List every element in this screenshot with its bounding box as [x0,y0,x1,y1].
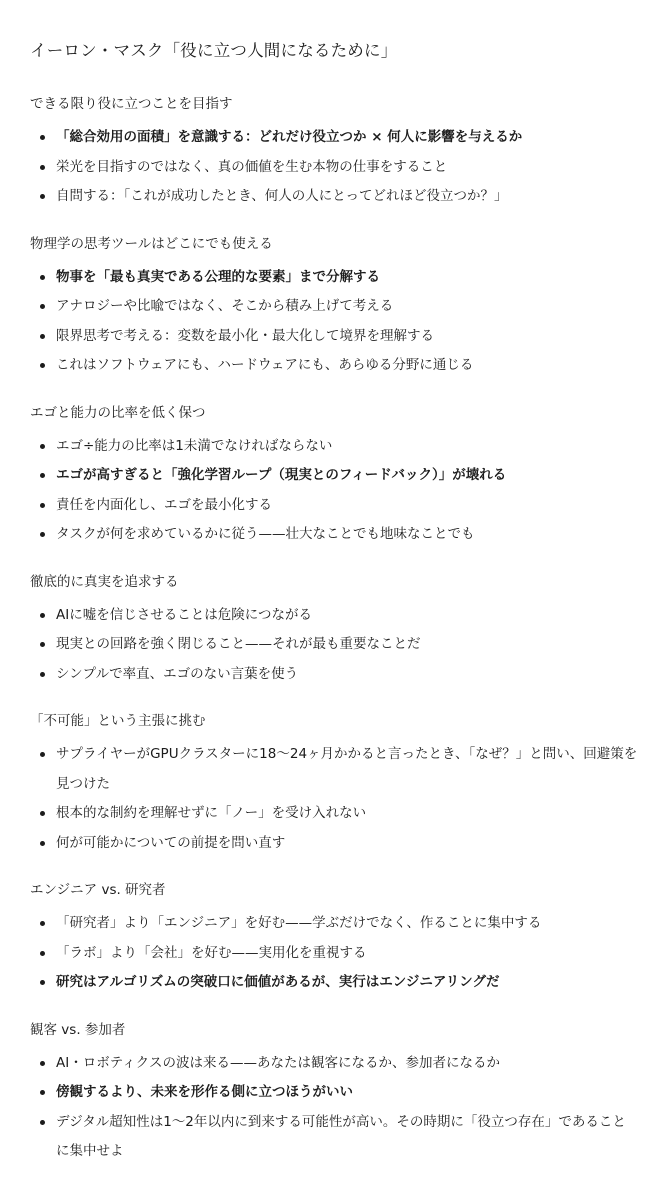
bullet-dot-icon [40,752,45,757]
bullet-list [30,123,642,212]
list-item [30,799,642,829]
section-heading: 物理学の思考ツールはどこにでも使える [30,235,273,252]
section [30,1020,642,1167]
list-item [30,123,642,153]
list-item [30,1078,642,1108]
list-item-text: 根本的な制約を理解せずに「ノー」を受け入れない [56,805,367,821]
section [30,94,642,212]
list-item [30,1108,642,1167]
bullet-dot-icon [40,473,45,478]
bullet-dot-icon [40,1061,45,1066]
bullet-dot-icon [40,841,45,846]
bullet-dot-icon [40,334,45,339]
list-item-text: 研究はアルゴリズムの突破口に価値があるが、実行はエンジニアリングだ [56,974,500,990]
bullet-dot-icon [40,1090,45,1095]
list-item [30,1049,642,1079]
list-item [30,491,642,521]
list-item-text: 自問する：「これが成功したとき、何人の人にとってどれほど役立つか？」 [56,188,508,204]
section-heading: 観客 vs. 参加者 [30,1021,126,1038]
bullet-list [30,740,642,858]
list-item-text: AIに嘘を信じさせることは危険につながる [56,606,312,623]
section-heading: 徹底的に真実を追求する [30,573,179,590]
list-item-text: 「研究者」より「エンジニア」を好む——学ぶだけでなく、作ることに集中する [56,915,542,931]
bullet-list [30,601,642,690]
section-heading: エンジニア vs. 研究者 [30,882,166,898]
list-item-text: サプライヤーがGPUクラスターに18〜24ヶ月かかると言ったとき、「なぜ？」と問い、回避策を見つけた [56,746,638,792]
list-item [30,322,642,352]
bullet-list [30,909,642,998]
bullet-dot-icon [40,503,45,508]
bullet-list [30,263,642,381]
section-heading: できる限り役に立つことを目指す [30,96,233,112]
section-heading: エゴと能力の比率を低く保つ [30,404,206,421]
bullet-list [30,1049,642,1167]
list-item [30,263,642,293]
list-item-text: 現実との回路を強く閉じること——それが最も重要なことだ [56,636,421,652]
list-item-text: 責任を内面化し、エゴを最小化する [56,496,272,513]
list-item [30,630,642,660]
bullet-dot-icon [40,444,45,449]
list-item-text: エゴが高すぎると「強化学習ループ（現実とのフィードバック）」が壊れる [56,467,507,483]
section [30,880,642,998]
list-item-text: タスクが何を求めているかに従う——壮大なことでも地味なことでも [56,526,475,542]
list-item [30,660,642,690]
list-item [30,909,642,939]
bullet-dot-icon [40,980,45,985]
bullet-dot-icon [40,921,45,926]
list-item [30,182,642,212]
document-title: イーロン・マスク「役に立つ人間になるために」 [30,41,398,60]
list-item [30,939,642,969]
section [30,572,642,690]
list-item-text: シンプルで率直、エゴのない言葉を使う [56,665,299,682]
bullet-dot-icon [40,613,45,618]
list-item [30,351,642,381]
bullet-dot-icon [40,194,45,199]
bullet-dot-icon [40,304,45,309]
list-item-text: エゴ÷能力の比率は1未満でなければならない [56,437,333,454]
bullet-dot-icon [40,363,45,368]
list-item-text: 「総合効用の面積」を意識する：どれだけ役立つか × 何人に影響を与えるか [56,129,523,145]
bullet-dot-icon [40,135,45,140]
bullet-list [30,432,642,550]
bullet-dot-icon [40,672,45,677]
list-item-text: 栄光を目指すのではなく、真の価値を生む本物の仕事をすること [56,158,448,175]
bullet-dot-icon [40,1120,45,1125]
list-item [30,432,642,462]
list-item [30,601,642,631]
list-item-text: 傍観するより、未来を形作る側に立つほうがいい [56,1084,353,1100]
list-item [30,829,642,859]
list-item-text: これはソフトウェアにも、ハードウェアにも、あらゆる分野に通じる [56,357,474,373]
list-item-text: アナロジーや比喩ではなく、そこから積み上げて考える [56,298,394,314]
list-item [30,292,642,322]
bullet-dot-icon [40,275,45,280]
list-item-text: 物事を「最も真実である公理的な要素」まで分解する [56,268,380,285]
list-item [30,153,642,183]
sections-container [30,94,642,1167]
section-heading: 「不可能」という主張に挑む [30,713,206,729]
list-item-text: 何が可能かについての前提を問い直す [56,834,286,851]
bullet-dot-icon [40,165,45,170]
list-item-text: AI・ロボティクスの波は来る——あなたは観客になるか、参加者になるか [56,1054,501,1071]
list-item [30,520,642,550]
list-item [30,968,642,998]
section [30,711,642,858]
list-item-text: デジタル超知性は1〜2年以内に到来する可能性が高い。その時期に「役立つ存在」であることに集中せよ [56,1113,626,1159]
section [30,234,642,381]
list-item [30,740,642,799]
bullet-dot-icon [40,811,45,816]
bullet-dot-icon [40,642,45,647]
list-item-text: 限界思考で考える：変数を最小化・最大化して境界を理解する [56,327,434,344]
bullet-dot-icon [40,532,45,537]
bullet-dot-icon [40,951,45,956]
list-item-text: 「ラボ」より「会社」を好む——実用化を重視する [56,944,367,961]
section [30,403,642,550]
list-item [30,461,642,491]
